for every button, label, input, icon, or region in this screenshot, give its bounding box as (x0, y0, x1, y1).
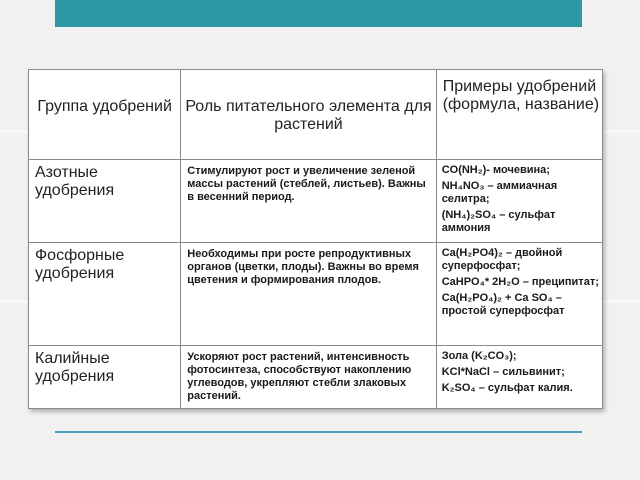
example-item: KCl*NaCl – сильвинит; (441, 366, 565, 378)
group-cell: Калийные удобрения (29, 346, 181, 409)
table-row (29, 160, 603, 243)
example-item: CaHPO₄* 2H₂O – преципитат; (441, 276, 599, 288)
example-item: Ca(H₂PO₄)₂ + Ca SO₄ – простой суперфосфат (441, 292, 565, 317)
header-role: Роль питательного элемента для растений (181, 70, 436, 160)
example-item: CO(NH₂)- мочевина; (441, 164, 550, 176)
example-item: Ca(H₂PO4)₂ – двойной суперфосфат; (441, 247, 563, 272)
example-item: K₂SO₄ – сульфат калия. (441, 382, 573, 394)
table-header-row (29, 70, 603, 160)
slide-header-bar (55, 0, 582, 27)
table-row (29, 243, 603, 346)
slide-footer-line (55, 431, 582, 433)
header-group: Группа удобрений (29, 70, 181, 160)
role-cell: Ускоряют рост растений, интенсивность фотосинтеза, способствуют накоплению углеводов, укрепляют стебли злаковых растений. (181, 346, 436, 409)
examples-cell (436, 243, 602, 346)
fertilizer-table (28, 69, 603, 409)
example-item: Зола (K₂CO₃); (441, 350, 517, 362)
example-item: NH₄NO₃ – аммиачная селитра; (441, 180, 558, 205)
header-examples: Примеры удобрений (формула, название) (436, 70, 602, 160)
group-cell: Фосфорные удобрения (29, 243, 181, 346)
group-cell: Азотные удобрения (29, 160, 181, 243)
table-row (29, 346, 603, 409)
role-cell: Необходимы при росте репродуктивных органов (цветки, плоды). Важны во время цветения и формирования плодов. (181, 243, 436, 346)
examples-cell (436, 346, 602, 409)
examples-cell (436, 160, 602, 243)
example-item: (NH₄)₂SO₄ – сульфат аммония (441, 209, 556, 234)
role-cell: Стимулируют рост и увеличение зеленой массы растений (стеблей, листьев). Важны в весенний период. (181, 160, 436, 243)
